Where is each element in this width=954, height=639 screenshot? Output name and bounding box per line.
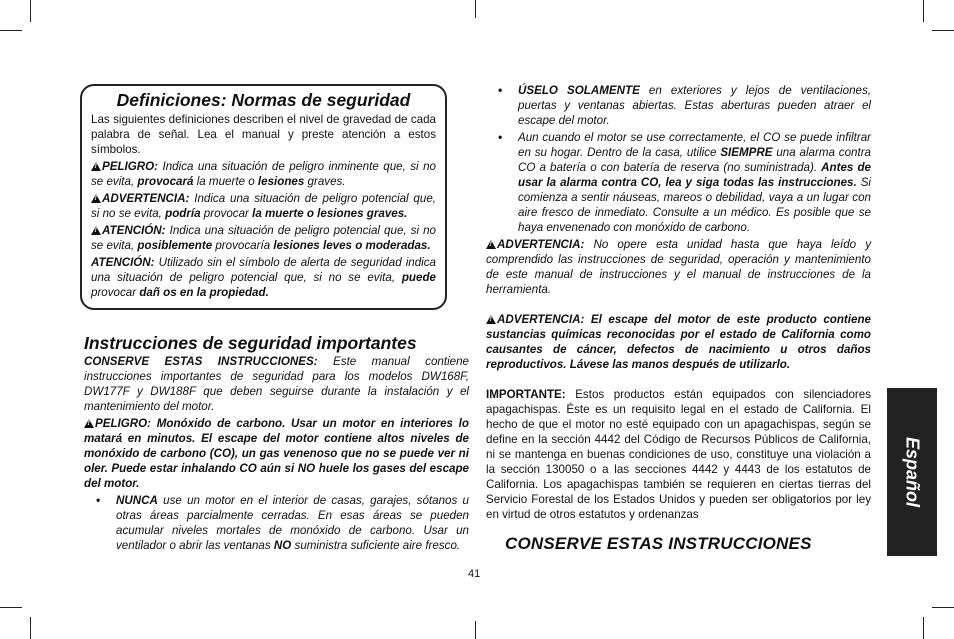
- definitions-title: Definiciones: Normas de seguridad: [116, 90, 411, 110]
- right-column: [486, 83, 871, 524]
- list-item: • NUNCA use un motor en el interior de casas, garajes, sótanos u otras áreas parcialmente cerradas. En esas áreas se pueden acumular niveles mortales de monóxido de carbono. Usar un ventilador o abrir las ventanas NO suministra suficiente aire fresco.: [96, 494, 469, 552]
- list-item: • ÚSELO SOLAMENTE en exteriores y lejos de ventilaciones, puertas y ventanas abiertas. Estas aberturas pueden atraer el escape del motor.: [498, 84, 871, 127]
- co-bullet-list-continued: [486, 83, 871, 235]
- definition-atencion: !ATENCIÓN: Indica una situación de peligro potencial que, si no se evita, posiblemente provocaría lesiones leves o moderadas.: [91, 223, 436, 253]
- crop-mark: [30, 617, 31, 639]
- crop-mark: [475, 621, 476, 639]
- language-tab-label: Español: [902, 436, 923, 508]
- advertencia-california: !ADVERTENCIA: El escape del motor de este producto contiene sustancias químicas reconocidas por el estado de California como causantes de cáncer, defectos de nacimiento u otros daños reproductivos. Lávese las manos después de utilizarlo.: [486, 312, 871, 372]
- co-bullet-list: [84, 493, 469, 553]
- list-item: • Aun cuando el motor se use correctamente, el CO se puede infiltrar en su hogar. Dentro de la casa, utilice SIEMPRE una alarma contra CO a batería o con batería de reserva (no suministrada). Antes de usar la alarma contra CO, lea y siga todas las instrucciones. Si comienza a sentir náuseas, mareos o debilidad, vaya a un lugar con aire fresco de inmediato. Consulte a un médico. Es posible que se haya envenenado con monóxido de carbono.: [498, 131, 872, 234]
- conserve-paragraph: CONSERVE ESTAS INSTRUCCIONES: Este manual contiene instrucciones importantes de seguridad para los modelos DW168F, DW177F y DW188F que deben seguirse durante la instalación y el mantenimiento del motor.: [84, 355, 469, 413]
- definition-atencion-no-symbol: ATENCIÓN: Utilizado sin el símbolo de alerta de seguridad indica una situación de peligro potencial que, si no se evita, puede provocar dañ os en la propiedad.: [91, 256, 436, 299]
- advertencia-operation: !ADVERTENCIA: No opere esta unidad hasta que haya leído y comprendido las instrucciones de seguridad, operación y mantenimiento de este manual de instrucciones y el manual de instrucciones de la herramienta.: [486, 237, 871, 297]
- crop-mark: [923, 617, 924, 639]
- definitions-intro: Las siguientes definiciones describen el nivel de gravedad de cada palabra de señal. Lea el manual y preste atención a estos símbolos.: [91, 113, 436, 156]
- crop-mark: [475, 0, 476, 18]
- peligro-co-paragraph: !PELIGRO: Monóxido de carbono. Usar un motor en interiores lo matará en minutos. El escape del motor contiene altos niveles de monóxido de carbono (CO), un gas venenoso que no se puede ver ni oler. Puede estar inhalando CO aún si NO huele los gases del escape del motor.: [84, 416, 469, 491]
- conserve-footer: CONSERVE ESTAS INSTRUCCIONES: [505, 534, 812, 553]
- crop-mark: [0, 607, 22, 608]
- definition-advertencia: !ADVERTENCIA: Indica una situación de peligro potencial que, si no se evita, podría provocar la muerte o lesiones graves.: [91, 191, 436, 221]
- definition-peligro: !PELIGRO: Indica una situación de peligro inminente que, si no se evita, provocará la muerte o lesiones graves.: [91, 159, 436, 189]
- warning-triangle-icon: [486, 240, 496, 249]
- warning-triangle-icon: [91, 194, 101, 203]
- crop-mark: [932, 607, 954, 608]
- page-number: 41: [468, 568, 481, 580]
- crop-mark: [30, 0, 31, 22]
- crop-mark: [923, 0, 924, 22]
- importante-paragraph: IMPORTANTE: Estos productos están equipados con silenciadores apagachispas. Éste es un requisito legal en el estado de California. El hecho de que el motor no esté equipado con un apagachispas, según se define en la sección 4442 del Código de Recursos Públicos de California, ni se mantenga en buenas condiciones de uso, constituye una violación a la sección 130050 o a las secciones 4442 y 4443 de los estatutos de California. Los apagachispas también se requieren en ciertas tierras del Servicio Forestal de los Estados Unidos y pueden ser obligatorios por ley en virtud de otros estatutos y ordenanzas: [486, 388, 871, 521]
- crop-mark: [0, 30, 22, 31]
- left-column: [84, 333, 469, 555]
- crop-mark: [932, 30, 954, 31]
- warning-triangle-icon: [91, 226, 101, 235]
- section-heading: Instrucciones de seguridad importantes: [84, 333, 417, 353]
- warning-triangle-icon: [91, 162, 101, 171]
- warning-triangle-icon: [486, 315, 496, 324]
- definitions-box: [80, 84, 447, 310]
- language-tab: [887, 388, 937, 556]
- warning-triangle-icon: [84, 419, 94, 428]
